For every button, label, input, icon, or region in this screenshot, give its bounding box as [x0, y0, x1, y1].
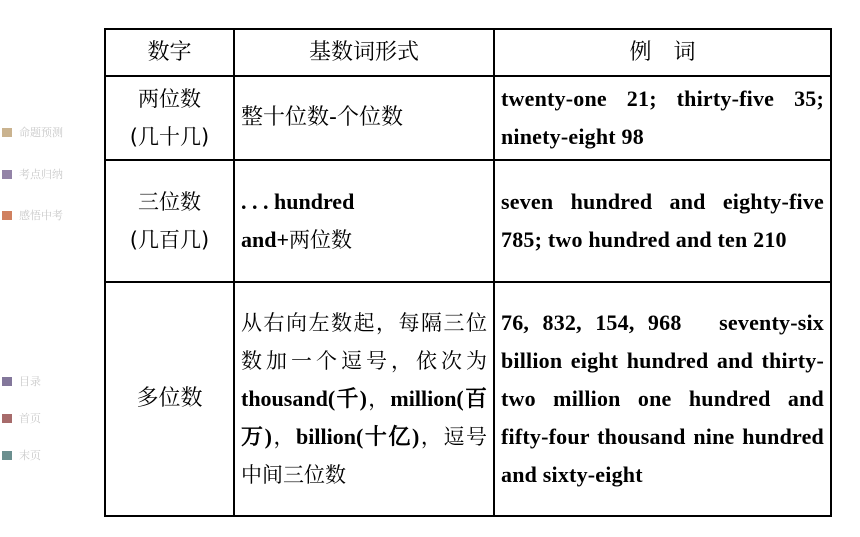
sidebar-item-summary[interactable] — [2, 166, 63, 182]
number-cell — [105, 76, 234, 160]
form-cell: 整十位数-个位数 — [234, 76, 494, 160]
form-text: thousand(千) — [241, 386, 367, 411]
form-cell — [234, 160, 494, 282]
example-cell: twenty-one 21; thirty-five 35; ninety-eight 98 — [494, 76, 831, 160]
form-line: . . . hundred — [241, 189, 355, 214]
nav-square-icon — [2, 377, 12, 386]
number-label: 两位数 — [138, 87, 201, 111]
nav-square-icon — [2, 451, 12, 460]
example-cell: seven hundred and eighty-five 785; two hundred and ten 210 — [494, 160, 831, 282]
header-number: 数字 — [105, 29, 234, 76]
number-cell — [105, 160, 234, 282]
form-text: ， — [271, 425, 297, 449]
nav-square-icon — [2, 414, 12, 423]
sidebar-item-label: 命题预测 — [19, 126, 63, 139]
number-cell: 多位数 — [105, 282, 234, 516]
form-text: billion(十亿) — [296, 424, 420, 449]
sidebar-item-last-page[interactable] — [2, 447, 41, 463]
nav-square-icon — [2, 211, 12, 220]
table-header-row — [105, 29, 831, 76]
sidebar-item-exam[interactable] — [2, 207, 63, 223]
sidebar-item-label: 考点归纳 — [19, 168, 63, 181]
form-text: ， — [366, 387, 391, 411]
form-text: ，逗号中间三位数 — [241, 425, 488, 487]
example-cell: 76, 832, 154, 968 seventy-six billion eight hundred and thirty-two million one hundred and fifty-four thousand nine hundred and sixty-eight — [494, 282, 831, 516]
form-text: 两位数 — [289, 228, 353, 252]
sidebar-item-label: 首页 — [19, 412, 41, 425]
table-row — [105, 160, 831, 282]
cardinal-number-table — [104, 28, 832, 517]
form-line — [241, 221, 487, 259]
header-example: 例 词 — [494, 29, 831, 76]
number-sublabel: (几百几) — [129, 228, 210, 252]
form-text: million(百万) — [241, 386, 487, 449]
form-cell — [234, 282, 494, 516]
form-text: 从右向左数起，每隔三位数加一个逗号，依次为 — [241, 311, 487, 373]
sidebar-item-label: 目录 — [19, 375, 41, 388]
form-text: and+ — [241, 227, 290, 252]
sidebar-item-prediction[interactable] — [2, 124, 63, 140]
sidebar-item-first-page[interactable] — [2, 410, 41, 426]
number-sublabel: (几十几) — [129, 125, 210, 149]
sidebar-item-contents[interactable] — [2, 373, 41, 389]
table-row — [105, 76, 831, 160]
nav-square-icon — [2, 170, 12, 179]
sidebar-item-label: 末页 — [19, 449, 41, 462]
nav-square-icon — [2, 128, 12, 137]
table-row — [105, 282, 831, 516]
sidebar-item-label: 感悟中考 — [19, 209, 63, 222]
number-label: 三位数 — [138, 190, 201, 214]
header-form: 基数词形式 — [234, 29, 494, 76]
